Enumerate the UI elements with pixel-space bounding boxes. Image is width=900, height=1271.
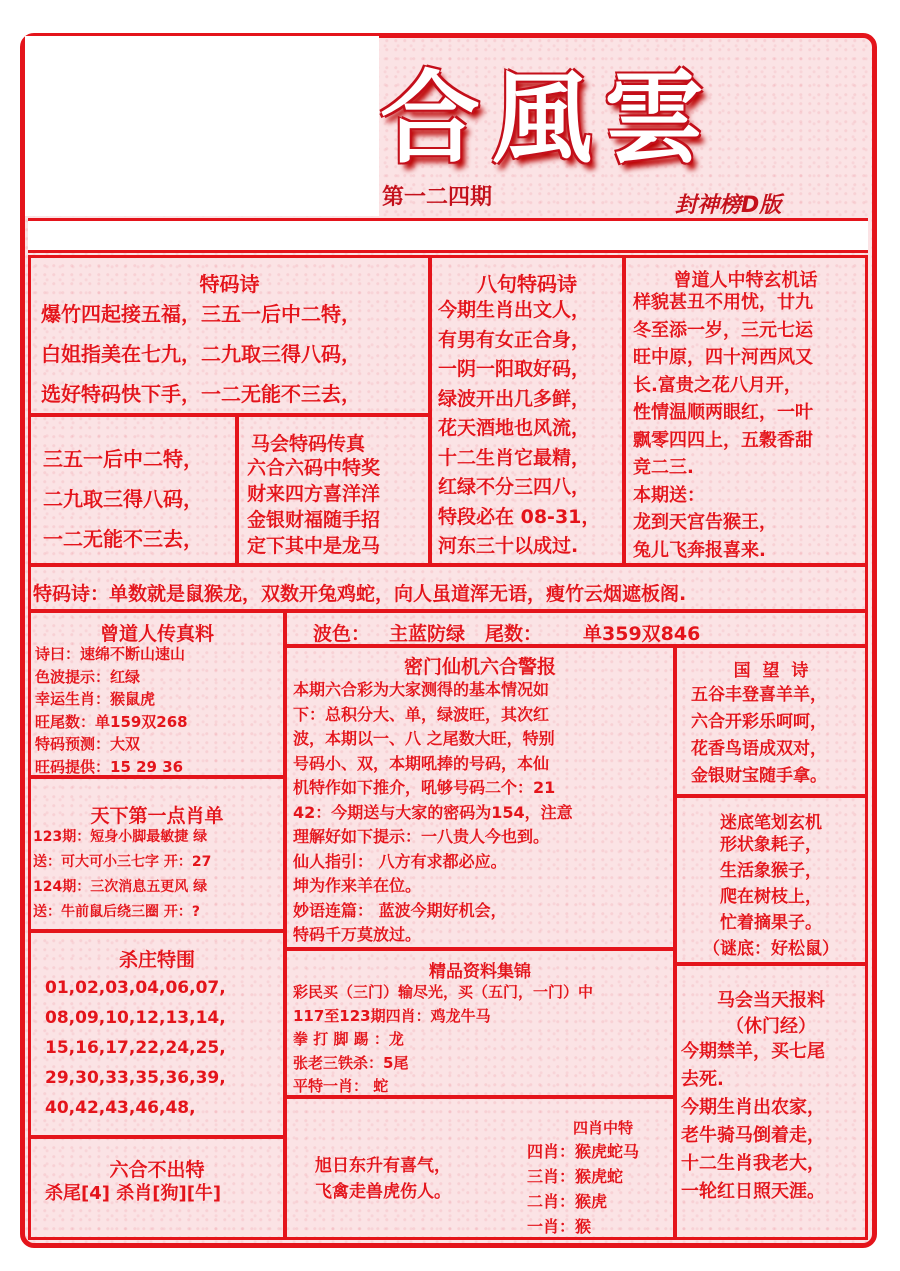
guowang-lines: 五谷丰登喜羊羊， 六合开彩乐呵呵， 花香鸟语成双对， 金银财宝随手拿。 <box>691 685 827 786</box>
guowang-box <box>674 645 868 797</box>
shazhuang-lines: 01,02,03,04,06,07, 08,09,10,12,13,14, 15,16,17,22,24,25, 29,30,33,35,36,39, 40,42,43,46,48, <box>45 978 226 1118</box>
jingpin-box <box>284 948 676 1098</box>
tianxia-lines: 123期：短身小脚最敏捷 绿 送：可大可小三七字 开：27 124期：三次消息五更风 绿 送：牛前鼠后绕三圈 开：? <box>33 829 212 920</box>
liuhe-buchu-line: 杀尾[4] 杀肖[狗][牛] <box>45 1183 222 1204</box>
jingpin-title: 精品资料集锦 <box>429 962 531 982</box>
repeat-lines: 三五一后中二特， 二九取三得八码， 一二无能不三去， <box>43 447 203 551</box>
baju-lines: 今期生肖出文人， 有男有女正合身， 一阴一阳取好码， 绿波开出几多鲜， 花天酒地也风流， 十二生肖它最精， 红绿不分三四八， 特段必在 08-31， 河东三十以成过. <box>438 299 601 557</box>
zengdao-zhenliao-title: 曾道人传真料 <box>99 623 214 645</box>
mimen-title: 密门仙机六合警报 <box>403 656 556 678</box>
bose-box <box>284 610 868 647</box>
midi-box <box>674 795 868 965</box>
mahui-chuanzhen-box <box>236 414 431 566</box>
blank-header-area <box>25 36 379 216</box>
mahui-baoliao-box <box>674 963 868 1240</box>
midi-title: 迷底笔划玄机 <box>720 813 822 833</box>
xuri-lines: 旭日东升有喜气， 飞禽走兽虎伤人。 <box>315 1156 451 1202</box>
shazhuang-box <box>28 930 286 1138</box>
edition-label: 封神榜D版 <box>675 193 782 218</box>
sixiao-title: 四肖中特 <box>573 1119 634 1137</box>
tema-banner-box <box>28 564 868 612</box>
baju-box <box>429 255 625 566</box>
mahui-baoliao-title: 马会当天报料 <box>717 990 825 1011</box>
tema-banner: 特码诗：单数就是鼠猴龙，双数开兔鸡蛇，向人虽道浑无语，瘦竹云烟遮板阁. <box>33 583 687 605</box>
mahui-baoliao-subtitle: （休门经） <box>726 1016 816 1037</box>
sixiao-lines: 四肖：猴虎蛇马 三肖：猴虎蛇 二肖：猴虎 一肖：猴 <box>527 1142 640 1236</box>
bose-label: 波色： <box>313 623 371 645</box>
zengdao-xuanji-title: 曾道人中特玄机话 <box>673 270 818 291</box>
tail-label: 尾数： <box>485 623 543 645</box>
tianxia-title: 天下第一点肖单 <box>90 805 224 827</box>
zengdao-zhenliao-lines: 诗曰：速绵不断山速山 色波提示：红绿 幸运生肖：猴鼠虎 旺尾数：单159双268 特码预测：大双 旺码提供：15 29 36 <box>35 645 188 776</box>
header-stripe <box>28 218 868 253</box>
baju-title: 八句特码诗 <box>477 272 577 296</box>
zengdao-zhenliao-box <box>28 610 286 778</box>
tail-value: 单359双846 <box>583 623 701 645</box>
mimen-box <box>284 645 676 950</box>
midi-lines: 形状象耗子， 生活象猴子， 爬在树枝上， 忙着摘果子。 （谜底：好松鼠） <box>703 835 839 959</box>
poem-tema-lines: 爆竹四起接五福，三五一后中二特， 白姐指美在七九，二九取三得八码， 选好特码快下手，一二无能不三去， <box>41 302 361 406</box>
tianxia-box <box>28 776 286 932</box>
poem-tema-box <box>28 255 431 416</box>
masthead-logo: 合風雲 <box>380 59 716 177</box>
liuhe-buchu-box <box>28 1136 286 1240</box>
jingpin-lines: 彩民买（三门）输尽光，买（五门，一门）中 117至123期四肖：鸡龙牛马 拳 打 脚 踢 ：龙 张老三铁杀：5尾 平特一肖： 蛇 <box>293 983 594 1095</box>
liuhe-buchu-title: 六合不出特 <box>109 1159 205 1181</box>
xuri-sixiao-box <box>284 1096 676 1240</box>
guowang-title: 国 望 诗 <box>733 661 809 681</box>
mahui-chuanzhen-title: 马会特码传真 <box>251 433 366 455</box>
poem-tema-title: 特码诗 <box>199 272 260 296</box>
zengdao-xuanji-lines: 样貌甚丑不用忧，廿九 冬至添一岁，三元七运 旺中原，四十河西风又 长.富贵之花八月开， 性情温顺两眼红，一叶 飘零四四上，五穀香甜 竞二三. 本期送： 龙到天宫告猴王， 兔儿飞奔报喜来. <box>633 292 813 561</box>
repeat-lines-box <box>28 414 238 566</box>
bose-value: 主蓝防绿 <box>389 623 466 645</box>
shazhuang-title: 杀庄特围 <box>118 949 195 971</box>
zengdao-xuanji-box <box>623 255 868 566</box>
mahui-chuanzhen-lines: 六合六码中特奖 财来四方喜洋洋 金银财福随手招 定下其中是龙马 <box>247 457 381 557</box>
mimen-lines: 本期六合彩为大家测得的基本情况如 下：总积分大、单，绿波旺，其次红 波，本期以一、八 之尾数大旺，特别 号码小、双，本期吼捧的号码，本仙 机特作如下推介，吼够号码二个：21 42：今期送与大家的密码为154，注意 理解好如下提示：一八贵人今也到。 仙人指引： 八方有求都必应。 坤为作来羊在位。 妙语连篇： 蓝波今期好机会， 特码千万莫放过。 <box>293 680 573 944</box>
issue-number: 第一二四期 <box>382 184 493 210</box>
mahui-baoliao-lines: 今期禁羊，买七尾 去死. 今期生肖出农家， 老牛骑马倒着走， 十二生肖我老大， 一轮红日照天涯。 <box>681 1041 825 1202</box>
